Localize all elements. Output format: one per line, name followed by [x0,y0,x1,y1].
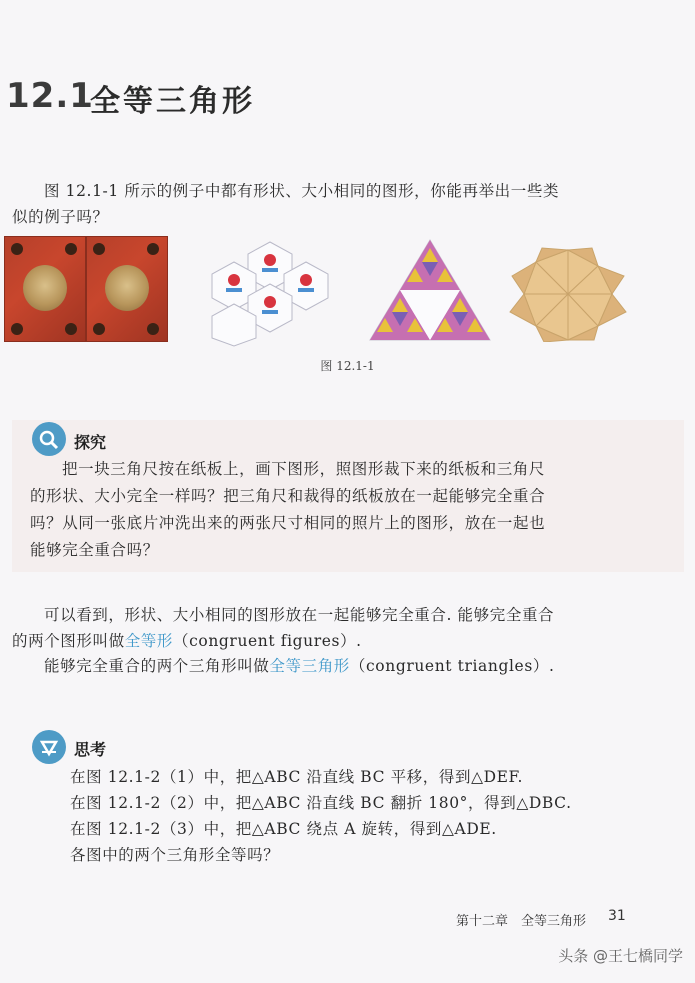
explore-heading: 探究 [74,433,107,452]
think-line-3: 在图 12.1-2（3）中，把△ABC 绕点 A 旋转，得到△ADE. [70,820,497,838]
term-congruent-triangles: 全等三角形 [269,657,350,675]
section-title: 全等三角形 [90,84,255,119]
explore-line-2: 的形状、大小完全一样吗？把三角尺和裁得的纸板放在一起能够完全重合 [30,487,546,505]
intro-line-2: 似的例子吗？ [12,208,109,226]
think-line-2: 在图 12.1-2（2）中，把△ABC 沿直线 BC 翻折 180°，得到△DBC. [70,794,572,812]
definition-line-1: 可以看到，形状、大小相同的图形放在一起能够完全重合. 能够完全重合 [44,606,555,624]
section-number: 12.1 [6,76,94,116]
door-knocker-photo-right [86,236,168,342]
chapter-footer: 第十二章 全等三角形 [456,914,587,929]
pinwheel-illustration [508,246,628,342]
explore-line-4: 能够完全重合吗？ [30,541,159,559]
sierpinski-triangle-illustration [368,238,492,342]
explore-line-1: 把一块三角尺按在纸板上，画下图形，照图形裁下来的纸板和三角尺 [62,460,546,478]
figure-12-1-1 [0,232,695,352]
explore-icon [32,422,66,456]
door-knocker-photo-left [4,236,86,342]
intro-line-1: 图 12.1-1 所示的例子中都有形状、大小相同的图形，你能再举出一些类 [44,182,560,200]
watermark: 头条 @王七橋同学 [558,947,683,965]
think-heading: 思考 [74,740,107,759]
think-icon [32,730,66,764]
term-congruent-figures: 全等形 [124,632,174,650]
definition-line-2: 的两个图形叫做全等形（congruent figures）. [12,632,362,650]
explore-line-3: 吗？从同一张底片冲洗出来的两张尺寸相同的照片上的图形，放在一起也 [30,514,546,532]
hexagon-tiles-illustration [196,238,346,348]
think-line-1: 在图 12.1-2（1）中，把△ABC 沿直线 BC 平移，得到△DEF. [70,768,523,786]
definition-line-3: 能够完全重合的两个三角形叫做全等三角形（congruent triangles）. [44,657,555,675]
figure-caption: 图 12.1-1 [320,359,375,373]
think-line-4: 各图中的两个三角形全等吗？ [70,846,280,864]
page-number: 31 [608,908,626,924]
